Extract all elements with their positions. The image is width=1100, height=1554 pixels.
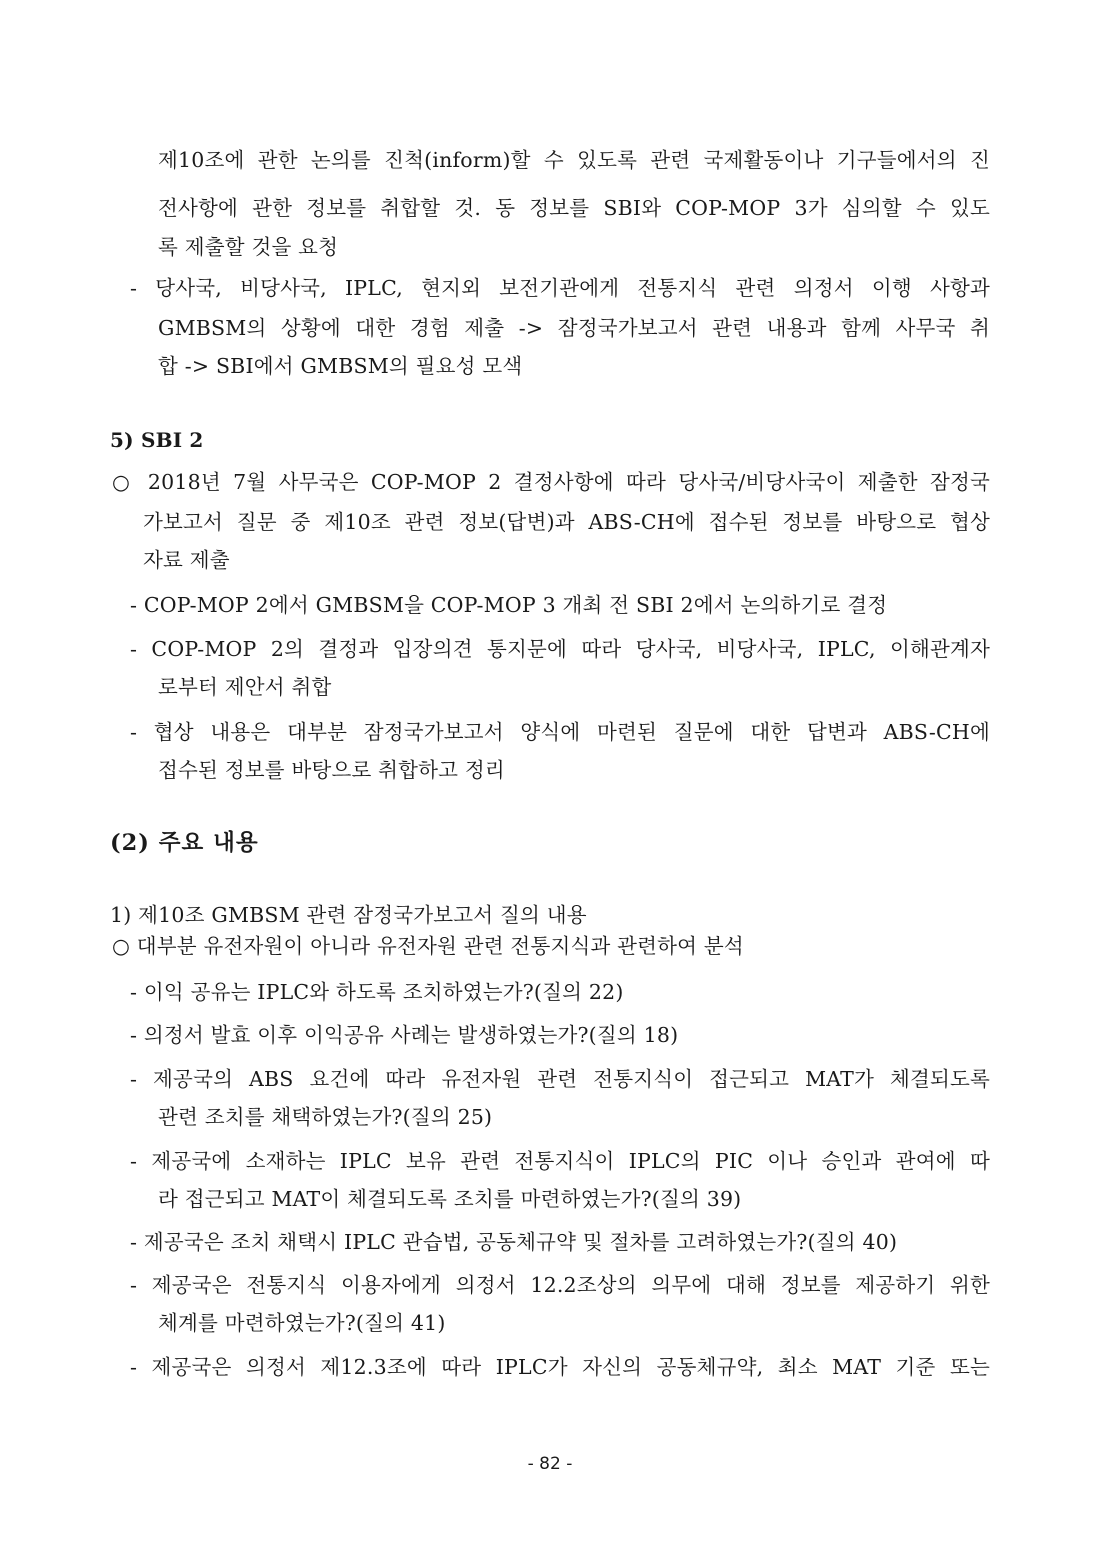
list-item: - 제공국은 전통지식 이용자에게 의정서 12.2조상의 의무에 대해 정보를 제공하기 위한	[130, 1273, 990, 1297]
list-item: - 의정서 발효 이후 이익공유 사례는 발생하였는가?(질의 18)	[130, 1023, 679, 1047]
section-heading: 5) SBI 2	[110, 428, 204, 452]
section-heading: 1) 제10조 GMBSM 관련 잠정국가보고서 질의 내용	[110, 903, 587, 927]
list-item: - COP-MOP 2의 결정과 입장의견 통지문에 따라 당사국, 비당사국, IPLC, 이해관계자	[130, 637, 990, 661]
text-line: 접수된 정보를 바탕으로 취합하고 정리	[158, 758, 505, 782]
text-line: 라 접근되고 MAT이 체결되도록 조치를 마련하였는가?(질의 39)	[158, 1187, 742, 1211]
list-item: - 이익 공유는 IPLC와 하도록 조치하였는가?(질의 22)	[130, 980, 624, 1004]
text-line: 제10조에 관한 논의를 진척(inform)할 수 있도록 관련 국제활동이나 기구들에서의 진	[158, 148, 990, 172]
text-line: GMBSM의 상황에 대한 경험 제출 -> 잠정국가보고서 관련 내용과 함께 사무국 취	[158, 316, 990, 340]
list-item: - 협상 내용은 대부분 잠정국가보고서 양식에 마련된 질문에 대한 답변과 ABS-CH에	[130, 720, 990, 744]
main-heading: (2) 주요 내용	[110, 830, 259, 856]
text-line: 관련 조치를 채택하였는가?(질의 25)	[158, 1105, 493, 1129]
text-line: 가보고서 질문 중 제10조 관련 정보(답변)과 ABS-CH에 접수된 정보를 바탕으로 협상	[143, 510, 990, 534]
list-item: - 당사국, 비당사국, IPLC, 현지외 보전기관에게 전통지식 관련 의정서 이행 사항과	[130, 276, 990, 300]
bullet-item: ○ 대부분 유전자원이 아니라 유전자원 관련 전통지식과 관련하여 분석	[112, 934, 744, 958]
text-line: 체계를 마련하였는가?(질의 41)	[158, 1311, 446, 1335]
list-item: - 제공국은 조치 채택시 IPLC 관습법, 공동체규약 및 절차를 고려하였는가?(질의 40)	[130, 1230, 898, 1254]
text-line: 전사항에 관한 정보를 취합할 것. 동 정보를 SBI와 COP-MOP 3가 심의할 수 있도	[158, 196, 990, 220]
list-item: - COP-MOP 2에서 GMBSM을 COP-MOP 3 개최 전 SBI 2에서 논의하기로 결정	[130, 593, 888, 617]
bullet-item: ○ 2018년 7월 사무국은 COP-MOP 2 결정사항에 따라 당사국/비당사국이 제출한 잠정국	[112, 470, 990, 494]
text-line: 로부터 제안서 취합	[158, 675, 332, 699]
text-line: 합 -> SBI에서 GMBSM의 필요성 모색	[158, 354, 523, 378]
list-item: - 제공국은 의정서 제12.3조에 따라 IPLC가 자신의 공동체규약, 최소 MAT 기준 또는	[130, 1355, 990, 1379]
list-item: - 제공국에 소재하는 IPLC 보유 관련 전통지식이 IPLC의 PIC 이나 승인과 관여에 따	[130, 1149, 990, 1173]
text-line: 자료 제출	[143, 548, 230, 572]
page-number: - 82 -	[527, 1454, 573, 1474]
text-line: 록 제출할 것을 요청	[158, 235, 339, 259]
list-item: - 제공국의 ABS 요건에 따라 유전자원 관련 전통지식이 접근되고 MAT가 체결되도록	[130, 1067, 990, 1091]
